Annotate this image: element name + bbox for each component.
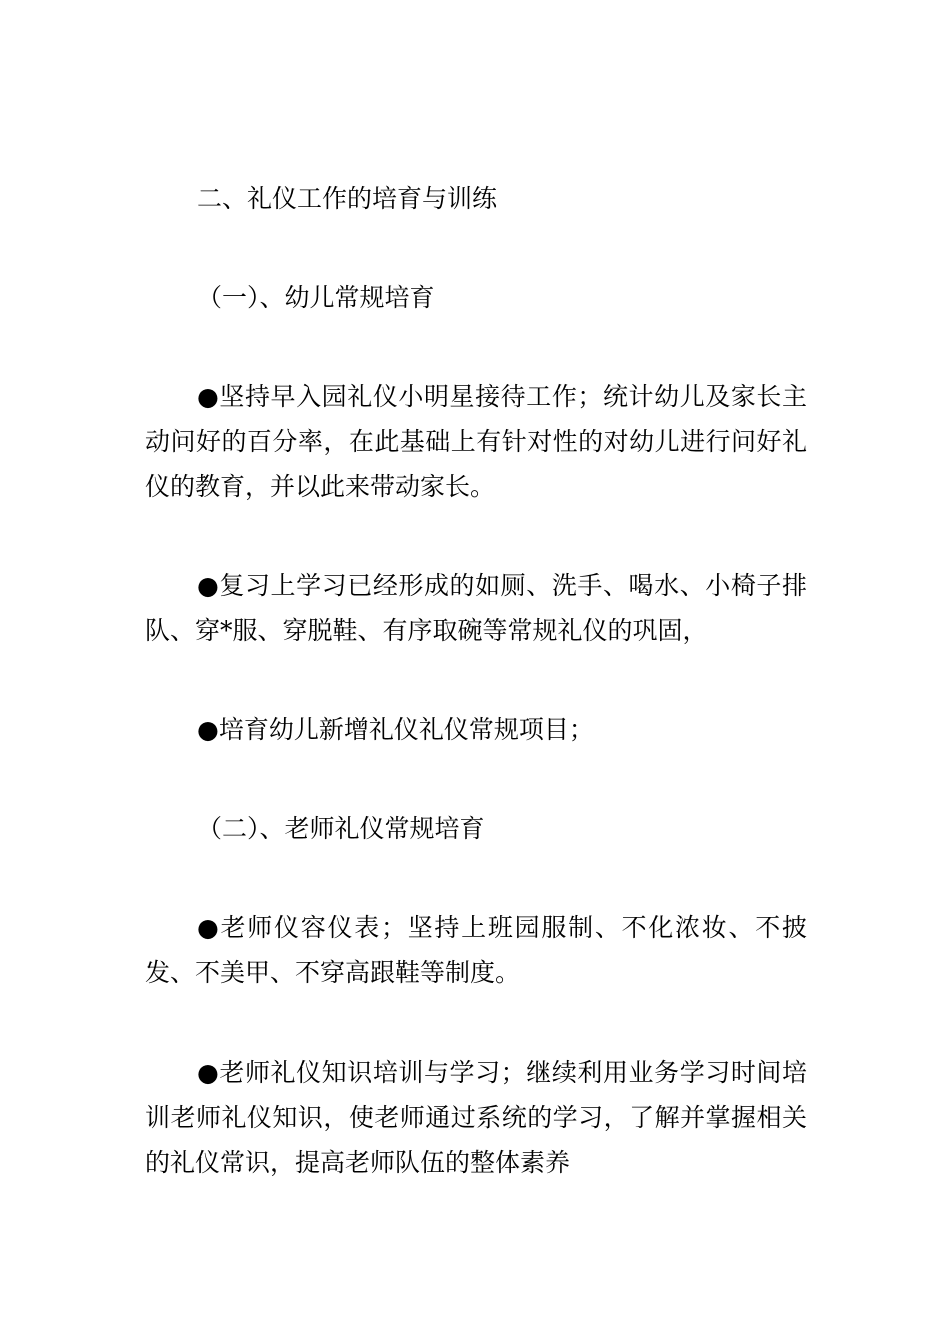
paragraph-new-items: ●培育幼儿新增礼仪礼仪常规项目；	[197, 715, 594, 744]
paragraph-appearance: ●老师仪容仪表；坚持上班园服制、不化浓妆、不披发、不美甲、不穿高跟鞋等制度。	[145, 913, 807, 987]
paragraph-review-routines: ●复习上学习已经形成的如厕、洗手、喝水、小椅子排队、穿*服、穿脱鞋、有序取碗等常规礼仪的巩固，	[145, 571, 807, 645]
paragraph-training: ●老师礼仪知识培训与学习；继续利用业务学习时间培训老师礼仪知识，使老师通过系统的学习，了解并掌握相关的礼仪常识，提高老师队伍的整体素养	[145, 1058, 807, 1177]
document-body	[145, 176, 807, 1185]
subsection-title-teachers: （二）、老师礼仪常规培育	[197, 814, 485, 843]
section-heading: 二、礼仪工作的培育与训练	[197, 184, 498, 213]
subsection-title-children: （一）、幼儿常规培育	[197, 283, 435, 312]
paragraph-greeting: ●坚持早入园礼仪小明星接待工作；统计幼儿及家长主动问好的百分率，在此基础上有针对性的对幼儿进行问好礼仪的教育，并以此来带动家长。	[145, 382, 807, 501]
